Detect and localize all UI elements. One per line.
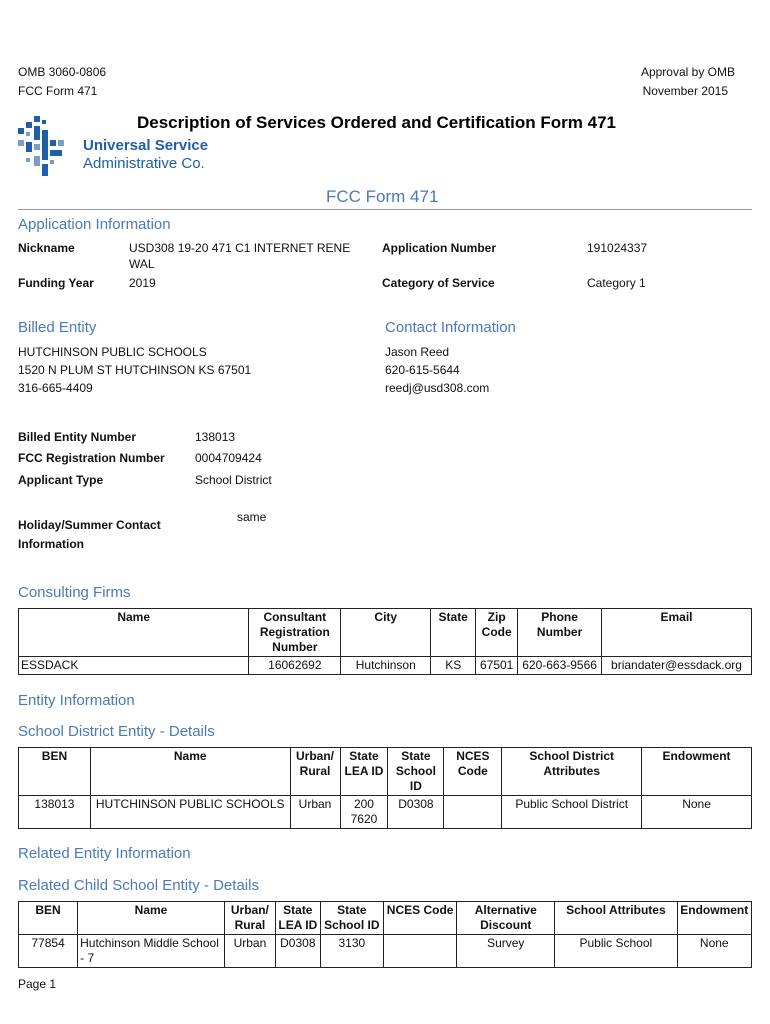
cell-urban-rural: Urban	[224, 935, 275, 968]
col-city: City	[341, 609, 431, 657]
section-school-district-details: School District Entity - Details	[18, 723, 215, 740]
form-label: FCC Form 471	[18, 84, 98, 98]
form-heading: FCC Form 471	[326, 187, 439, 206]
billed-entity-number-value: 138013	[195, 430, 236, 444]
section-related-entity: Related Entity Information	[18, 845, 191, 862]
category-value: Category 1	[587, 276, 646, 290]
billed-entity-name: HUTCHINSON PUBLIC SCHOOLS	[18, 345, 207, 359]
cell-school-attributes: Public School	[555, 935, 677, 968]
col-ben: BEN	[19, 748, 91, 796]
funding-year-label: Funding Year	[18, 276, 94, 290]
table-header-row	[19, 609, 752, 657]
cell-email: briandater@essdack.org	[602, 657, 752, 675]
cell-nces-code	[383, 935, 456, 968]
table-header-row	[19, 902, 752, 935]
cell-district-attributes: Public School District	[502, 796, 642, 829]
logo-line2: Administrative Co.	[83, 155, 205, 172]
section-application-info: Application Information	[18, 216, 171, 233]
table-row	[19, 796, 752, 829]
col-urban-rural: Urban/ Rural	[290, 748, 340, 796]
cell-state-lea-id: D0308	[275, 935, 320, 968]
category-label: Category of Service	[382, 276, 495, 290]
consulting-firms-table	[18, 608, 752, 675]
approval-label: Approval by OMB	[640, 65, 735, 79]
holiday-contact-value: same	[237, 510, 267, 524]
col-state-school-id: State School ID	[320, 902, 383, 935]
cell-state-school-id: D0308	[388, 796, 444, 829]
col-name: Name	[78, 902, 225, 935]
holiday-contact-label-line2: Information	[18, 537, 84, 551]
cell-name: HUTCHINSON PUBLIC SCHOOLS	[90, 796, 290, 829]
application-number-label: Application Number	[382, 241, 497, 255]
contact-phone: 620-615-5644	[385, 363, 460, 377]
col-name: Name	[90, 748, 290, 796]
usac-logo-icon	[16, 114, 76, 184]
cell-city: Hutchinson	[341, 657, 431, 675]
col-email: Email	[602, 609, 752, 657]
omb-number: OMB 3060-0806	[18, 65, 107, 79]
col-consultant-reg: Consultant Registration Number	[249, 609, 341, 657]
table-row	[19, 935, 752, 968]
page-title: Description of Services Ordered and Certification Form 471	[137, 113, 616, 132]
col-state: State	[431, 609, 476, 657]
fcc-registration-label: FCC Registration Number	[18, 451, 165, 465]
header-divider	[18, 209, 752, 210]
col-nces-code: NCES Code	[383, 902, 456, 935]
cell-name: ESSDACK	[19, 657, 249, 675]
application-number-value: 191024337	[587, 241, 648, 255]
section-entity-info: Entity Information	[18, 692, 135, 709]
col-zip: Zip Code	[476, 609, 518, 657]
col-state-school-id: State School ID	[388, 748, 444, 796]
section-billed-entity: Billed Entity	[18, 319, 97, 336]
cell-state-lea-id: 200 7620	[340, 796, 388, 829]
col-state-lea-id: State LEA ID	[340, 748, 388, 796]
nickname-label: Nickname	[18, 241, 75, 255]
section-related-child-details: Related Child School Entity - Details	[18, 877, 259, 894]
applicant-type-label: Applicant Type	[18, 473, 104, 487]
cell-state: KS	[431, 657, 476, 675]
funding-year-value: 2019	[129, 276, 156, 290]
logo-line1: Universal Service	[83, 137, 209, 154]
nickname-value-line2: WAL	[129, 257, 155, 271]
billed-entity-phone: 316-665-4409	[18, 381, 93, 395]
cell-name: Hutchinson Middle School - 7	[78, 935, 225, 968]
cell-ben: 77854	[19, 935, 78, 968]
col-state-lea-id: State LEA ID	[275, 902, 320, 935]
cell-consultant-reg: 16062692	[249, 657, 341, 675]
section-contact-info: Contact Information	[385, 319, 516, 336]
applicant-type-value: School District	[195, 473, 272, 487]
cell-phone: 620-663-9566	[518, 657, 602, 675]
fcc-registration-value: 0004709424	[195, 451, 262, 465]
cell-endowment: None	[677, 935, 751, 968]
col-alternative-discount: Alternative Discount	[457, 902, 555, 935]
col-school-attributes: School Attributes	[555, 902, 677, 935]
col-endowment: Endowment	[677, 902, 751, 935]
section-consulting-firms: Consulting Firms	[18, 584, 131, 601]
col-urban-rural: Urban/ Rural	[224, 902, 275, 935]
cell-zip: 67501	[476, 657, 518, 675]
contact-name: Jason Reed	[385, 345, 450, 359]
col-phone: Phone Number	[518, 609, 602, 657]
cell-state-school-id: 3130	[320, 935, 383, 968]
school-district-table	[18, 747, 752, 829]
table-row	[19, 657, 752, 675]
cell-urban-rural: Urban	[290, 796, 340, 829]
page-number: Page 1	[18, 977, 57, 991]
billed-entity-number-label: Billed Entity Number	[18, 430, 137, 444]
col-ben: BEN	[19, 902, 78, 935]
col-nces-code: NCES Code	[444, 748, 502, 796]
related-child-table	[18, 901, 752, 968]
col-endowment: Endowment	[642, 748, 752, 796]
cell-ben: 138013	[19, 796, 91, 829]
contact-email[interactable]: reedj@usd308.com	[385, 381, 490, 395]
approval-date: November 2015	[642, 84, 728, 98]
table-header-row	[19, 748, 752, 796]
billed-entity-address: 1520 N PLUM ST HUTCHINSON KS 67501	[18, 363, 252, 377]
nickname-value-line1: USD308 19-20 471 C1 INTERNET RENE	[129, 241, 351, 255]
col-name: Name	[19, 609, 249, 657]
cell-alternative-discount: Survey	[457, 935, 555, 968]
col-district-attributes: School District Attributes	[502, 748, 642, 796]
cell-nces-code	[444, 796, 502, 829]
holiday-contact-label-line1: Holiday/Summer Contact	[18, 518, 161, 532]
cell-endowment: None	[642, 796, 752, 829]
